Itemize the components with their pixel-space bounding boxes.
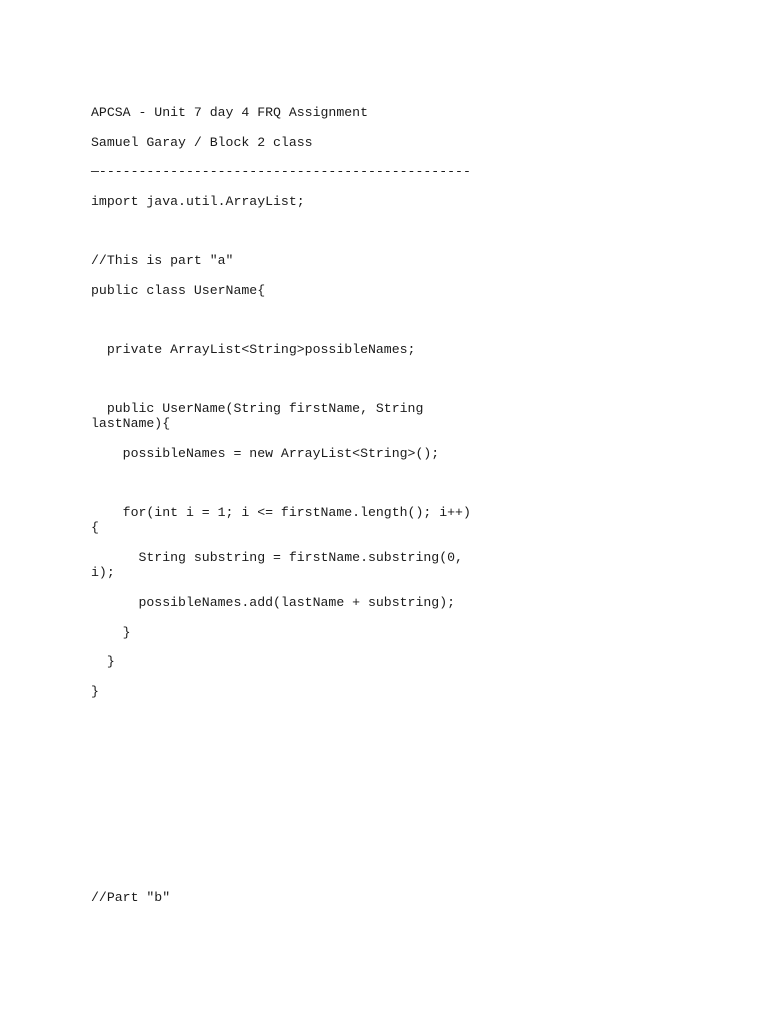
author-line: Samuel Garay / Block 2 class — [91, 135, 313, 150]
comment-part-a: //This is part "a" — [91, 253, 234, 268]
separator-line: —----------------------------------------------- — [91, 164, 471, 179]
code-line-list-init: possibleNames = new ArrayList<String>(); — [91, 446, 440, 461]
comment-part-b: //Part "b" — [91, 890, 171, 905]
code-line-constructor: public UserName(String firstName, String lastName){ — [91, 401, 432, 431]
code-line-class-declaration: public class UserName{ — [91, 283, 266, 298]
code-line-substring: String substring = firstName.substring(0, i); — [91, 550, 471, 580]
code-line-close-constructor: } — [91, 654, 115, 669]
code-line-close-loop: } — [91, 625, 131, 640]
code-line-import: import java.util.ArrayList; — [91, 194, 305, 209]
code-line-add: possibleNames.add(lastName + substring); — [91, 595, 456, 610]
code-line-field: private ArrayList<String>possibleNames; — [91, 342, 416, 357]
document-title: APCSA - Unit 7 day 4 FRQ Assignment — [91, 105, 368, 120]
code-line-close-class: } — [91, 684, 99, 699]
code-line-for-loop: for(int i = 1; i <= firstName.length(); i++) { — [91, 505, 479, 535]
